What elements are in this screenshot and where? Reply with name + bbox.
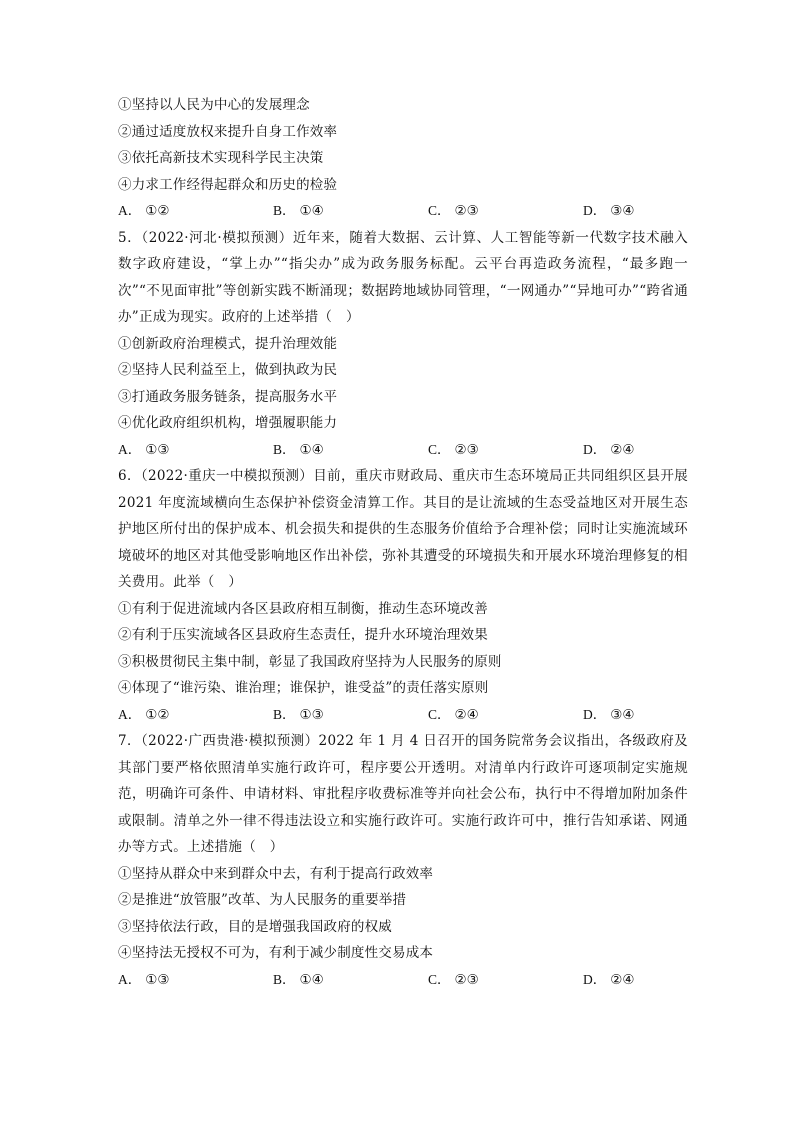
answer-choice-b: [273, 198, 428, 225]
answer-value: ②④: [610, 971, 635, 988]
answer-choice-c: [428, 198, 583, 225]
answer-letter: A．: [118, 203, 142, 218]
answer-value: ①④: [299, 971, 324, 988]
answer-letter: D．: [583, 971, 607, 987]
answer-letter: B．: [273, 441, 296, 457]
answer-row: [118, 437, 688, 464]
question-stem: 6．（2022·重庆一中模拟预测）目前，重庆市财政局、重庆市生态环境局正共同组织区县开展 2021 年度流域横向生态保护补偿资金清算工作。其目的是让流域的生态受益地区对开展生态护地区所付出的保护成本、机会损失和提供的生态服务价值给予合理补偿；同时让实施流域环境破坏的地区对其他受影响地区作出补偿，弥补其遭受的环境损失和开展水环境治理修复的相关费用。此举（ ）: [118, 468, 688, 590]
answer-value: ①②: [145, 706, 170, 723]
answer-letter: B．: [273, 971, 296, 987]
answer-choice-c: [428, 437, 583, 464]
option-line: ③积极贯彻民主集中制，彰显了我国政府坚持为人民服务的原则: [118, 653, 502, 670]
option-line: ①创新政府治理模式，提升治理效能: [118, 335, 338, 352]
answer-choice-d: [583, 967, 634, 994]
answer-value: ②③: [454, 203, 479, 219]
answer-value: ①③: [145, 971, 170, 988]
answer-letter: D．: [583, 441, 607, 457]
answer-value: ②④: [610, 441, 635, 458]
answer-letter: B．: [273, 706, 296, 722]
option-line: ④优化政府组织机构，增强履职能力: [118, 415, 338, 431]
answer-value: ③④: [610, 203, 635, 219]
option-line: ④力求工作经得起群众和历史的检验: [118, 176, 338, 193]
answer-choice-b: [273, 967, 428, 994]
answer-letter: C．: [428, 441, 451, 457]
exam-page: [118, 92, 688, 993]
question-5: [118, 225, 688, 464]
answer-letter: A．: [118, 706, 142, 722]
question-7: [118, 728, 688, 993]
answer-letter: D．: [583, 706, 607, 722]
answer-letter: C．: [428, 203, 451, 218]
option-line: ①坚持以人民为中心的发展理念: [118, 97, 310, 113]
answer-choice-a: [118, 967, 273, 994]
question-stem: 5．（2022·河北·模拟预测）近年来，随着大数据、云计算、人工智能等新一代数字技术融入数字政府建设，“掌上办”“指尖办”成为政务服务标配。云平台再造政务流程，“最多跑一次”“不见面审批”等创新实践不断涌现；数据跨地域协同管理，“一网通办”“异地可办”“跨省通办”正成为现实。政府的上述举措（ ）: [118, 229, 688, 325]
option-line: ①有利于促进流域内各区县政府相互制衡，推动生态环境改善: [118, 600, 488, 617]
option-line: ③坚持依法行政，目的是增强我国政府的权威: [118, 918, 392, 935]
answer-value: ①④: [299, 441, 324, 458]
answer-value: ③④: [610, 706, 635, 723]
intro-answer-row: [118, 198, 688, 225]
answer-letter: C．: [428, 706, 451, 722]
option-line: ③打通政务服务链条，提高服务水平: [118, 388, 338, 405]
answer-row: [118, 967, 688, 994]
option-line: ④坚持法无授权不可为，有利于减少制度性交易成本: [118, 945, 434, 961]
answer-letter: B．: [273, 203, 296, 218]
answer-choice-d: [583, 702, 634, 729]
question-6: [118, 463, 688, 728]
answer-value: ①③: [145, 441, 170, 458]
answer-choice-c: [428, 967, 583, 994]
answer-row: [118, 702, 688, 729]
answer-value: ②③: [454, 971, 479, 988]
answer-choice-c: [428, 702, 583, 729]
answer-letter: A．: [118, 441, 142, 457]
option-line: ②坚持人民利益至上，做到执政为民: [118, 362, 338, 378]
option-line: ②是推进“放管服”改革、为人民服务的重要举措: [118, 892, 407, 908]
option-line: ②有利于压实流域各区县政府生态责任，提升水环境治理效果: [118, 627, 488, 643]
answer-value: ①④: [299, 203, 324, 219]
answer-choice-d: [583, 198, 634, 225]
answer-letter: A．: [118, 971, 142, 987]
answer-choice-a: [118, 198, 273, 225]
answer-value: ①②: [145, 203, 170, 219]
answer-letter: C．: [428, 971, 451, 987]
answer-choice-b: [273, 702, 428, 729]
answer-letter: D．: [583, 203, 607, 218]
intro-option-list: [118, 92, 688, 198]
option-line: ②通过适度放权来提升自身工作效率: [118, 123, 338, 140]
option-line: ①坚持从群众中来到群众中去，有利于提高行政效率: [118, 865, 434, 882]
answer-value: ②③: [454, 441, 479, 458]
answer-value: ②④: [454, 706, 479, 723]
answer-choice-b: [273, 437, 428, 464]
option-line: ③依托高新技术实现科学民主决策: [118, 150, 324, 166]
answer-choice-d: [583, 437, 634, 464]
answer-value: ①③: [299, 706, 324, 723]
option-line: ④体现了“谁污染、谁治理；谁保护，谁受益”的责任落实原则: [118, 680, 489, 696]
answer-choice-a: [118, 437, 273, 464]
question-stem: 7．（2022·广西贵港·模拟预测）2022 年 1 月 4 日召开的国务院常务会议指出，各级政府及其部门要严格依照清单实施行政许可，程序要公开透明。对清单内行政许可逐项制定实施规范，明确许可条件、申请材料、审批程序收费标准等并向社会公布，执行中不得增加附加条件或限制。清单之外一律不得违法设立和实施行政许可。实施行政许可中，推行告知承诺、网通办等方式。上述措施（ ）: [118, 733, 688, 855]
answer-choice-a: [118, 702, 273, 729]
